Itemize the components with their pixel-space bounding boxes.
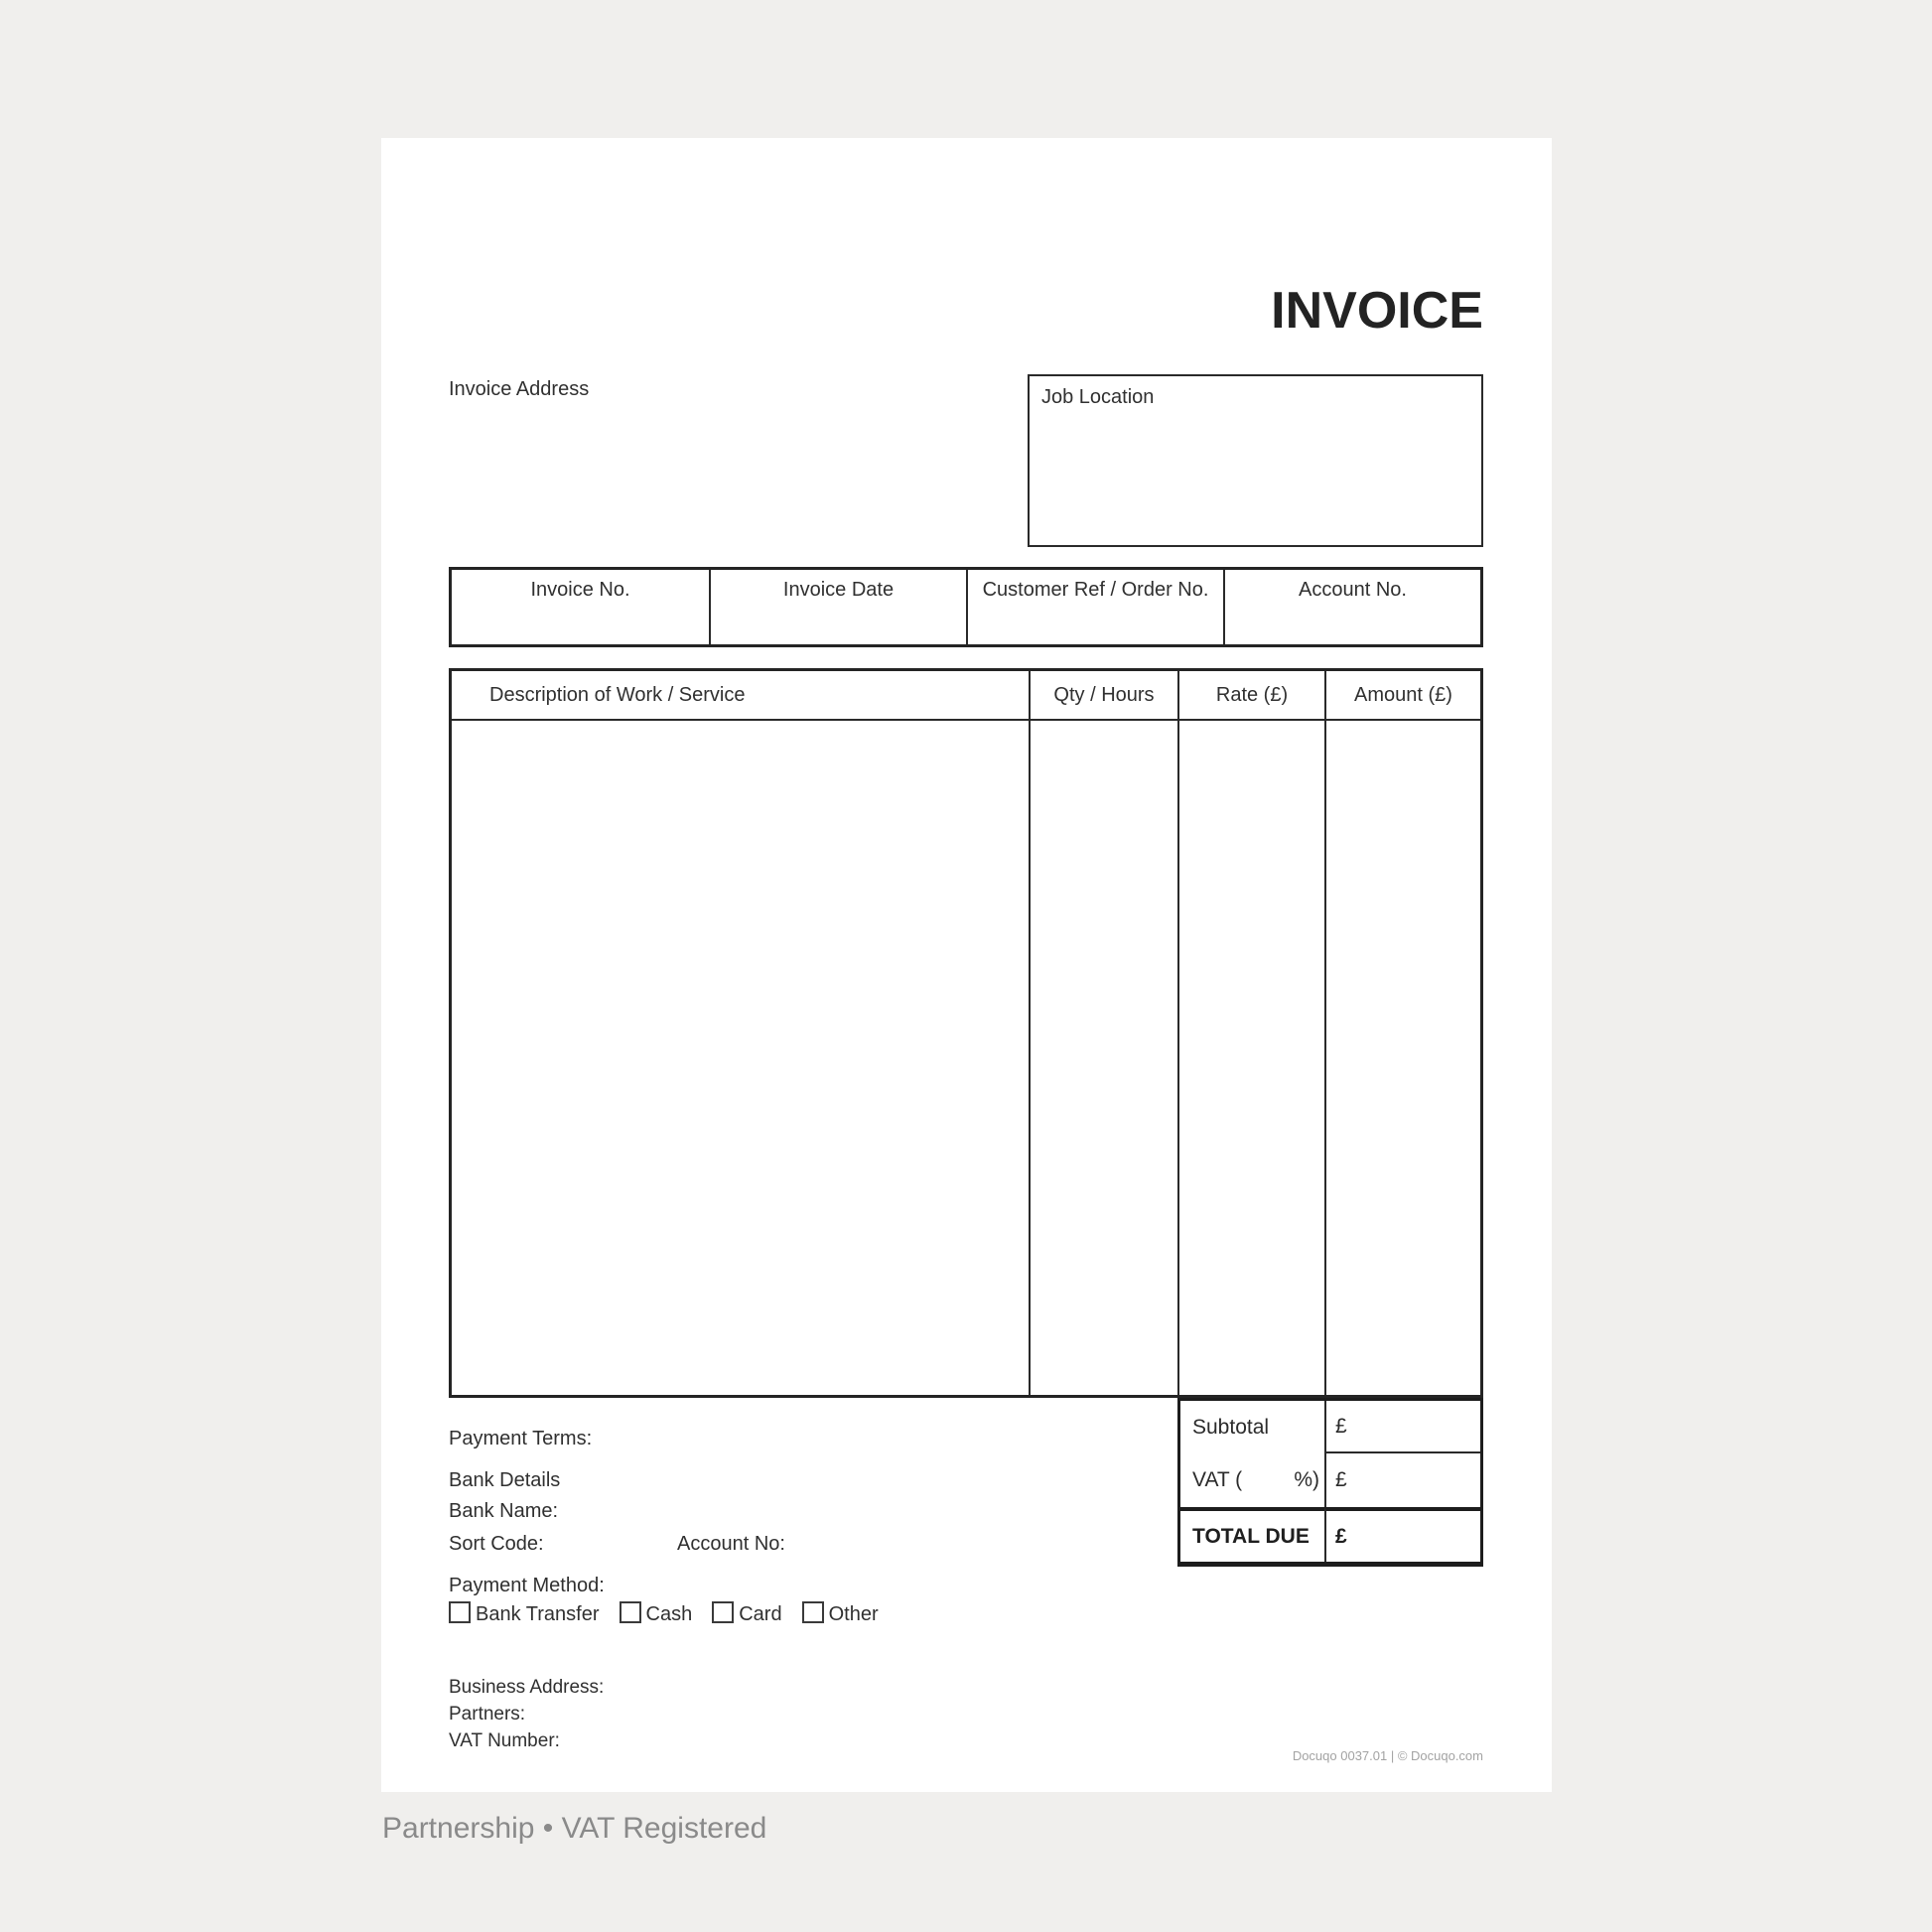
subtotal-label: Subtotal [1192, 1415, 1270, 1439]
business-address-label: Business Address: [449, 1677, 605, 1698]
vat-label-open: VAT ( [1192, 1468, 1243, 1491]
business-info-block [449, 1674, 604, 1754]
qty-hours-body-cell[interactable] [1029, 721, 1177, 1395]
rate-header: Rate (£) [1177, 671, 1324, 721]
account-no-label: Account No: [677, 1533, 785, 1555]
qty-hours-header: Qty / Hours [1029, 671, 1177, 721]
payment-method-label: Payment Method: [449, 1575, 605, 1596]
work-items-table [449, 668, 1483, 1398]
bank-details-label: Bank Details [449, 1469, 561, 1491]
payment-option-bank-transfer [449, 1603, 600, 1626]
document-reference: Docuqo 0037.01 | © Docuqo.com [1292, 1748, 1483, 1763]
bank-name-label: Bank Name: [449, 1500, 559, 1522]
sort-code-row [449, 1533, 785, 1555]
page-caption: Partnership • VAT Registered [382, 1812, 767, 1845]
job-location-box[interactable] [1028, 374, 1483, 547]
vat-label-close: %) [1294, 1468, 1319, 1491]
job-location-label: Job Location [1041, 386, 1155, 408]
subtotal-amount-cell[interactable]: £ [1324, 1401, 1480, 1453]
invoice-date-cell[interactable]: Invoice Date [709, 570, 966, 644]
sort-code-label: Sort Code: [449, 1533, 544, 1555]
partners-label: Partners: [449, 1704, 526, 1725]
amount-body-cell[interactable] [1324, 721, 1480, 1395]
page-title: INVOICE [1271, 282, 1483, 340]
payment-option-card [712, 1603, 781, 1626]
cash-checkbox[interactable] [620, 1601, 641, 1623]
payment-terms-label: Payment Terms: [449, 1428, 593, 1449]
totals-table [1177, 1398, 1483, 1567]
invoice-address-label: Invoice Address [449, 378, 590, 400]
card-checkbox[interactable] [712, 1601, 734, 1623]
total-due-amount-cell[interactable]: £ [1324, 1507, 1480, 1562]
vat-amount-cell[interactable]: £ [1324, 1453, 1480, 1507]
payment-option-cash [620, 1603, 693, 1626]
invoice-page [381, 138, 1552, 1792]
cash-label: Cash [645, 1603, 693, 1625]
total-due-label: TOTAL DUE [1180, 1507, 1324, 1562]
description-body-cell[interactable] [452, 721, 1029, 1395]
bank-transfer-label: Bank Transfer [476, 1603, 600, 1625]
other-checkbox[interactable] [802, 1601, 824, 1623]
invoice-meta-table [449, 567, 1483, 647]
rate-body-cell[interactable] [1177, 721, 1324, 1395]
vat-label [1180, 1453, 1324, 1507]
customer-ref-cell[interactable]: Customer Ref / Order No. [966, 570, 1223, 644]
description-header: Description of Work / Service [452, 671, 1029, 721]
card-label: Card [739, 1603, 782, 1625]
vat-number-label: VAT Number: [449, 1730, 560, 1751]
account-no-cell[interactable]: Account No. [1223, 570, 1480, 644]
amount-header: Amount (£) [1324, 671, 1480, 721]
payment-option-other [802, 1603, 879, 1626]
bank-transfer-checkbox[interactable] [449, 1601, 471, 1623]
payment-method-options [449, 1603, 879, 1626]
other-label: Other [828, 1603, 879, 1625]
invoice-no-cell[interactable]: Invoice No. [530, 579, 630, 601]
